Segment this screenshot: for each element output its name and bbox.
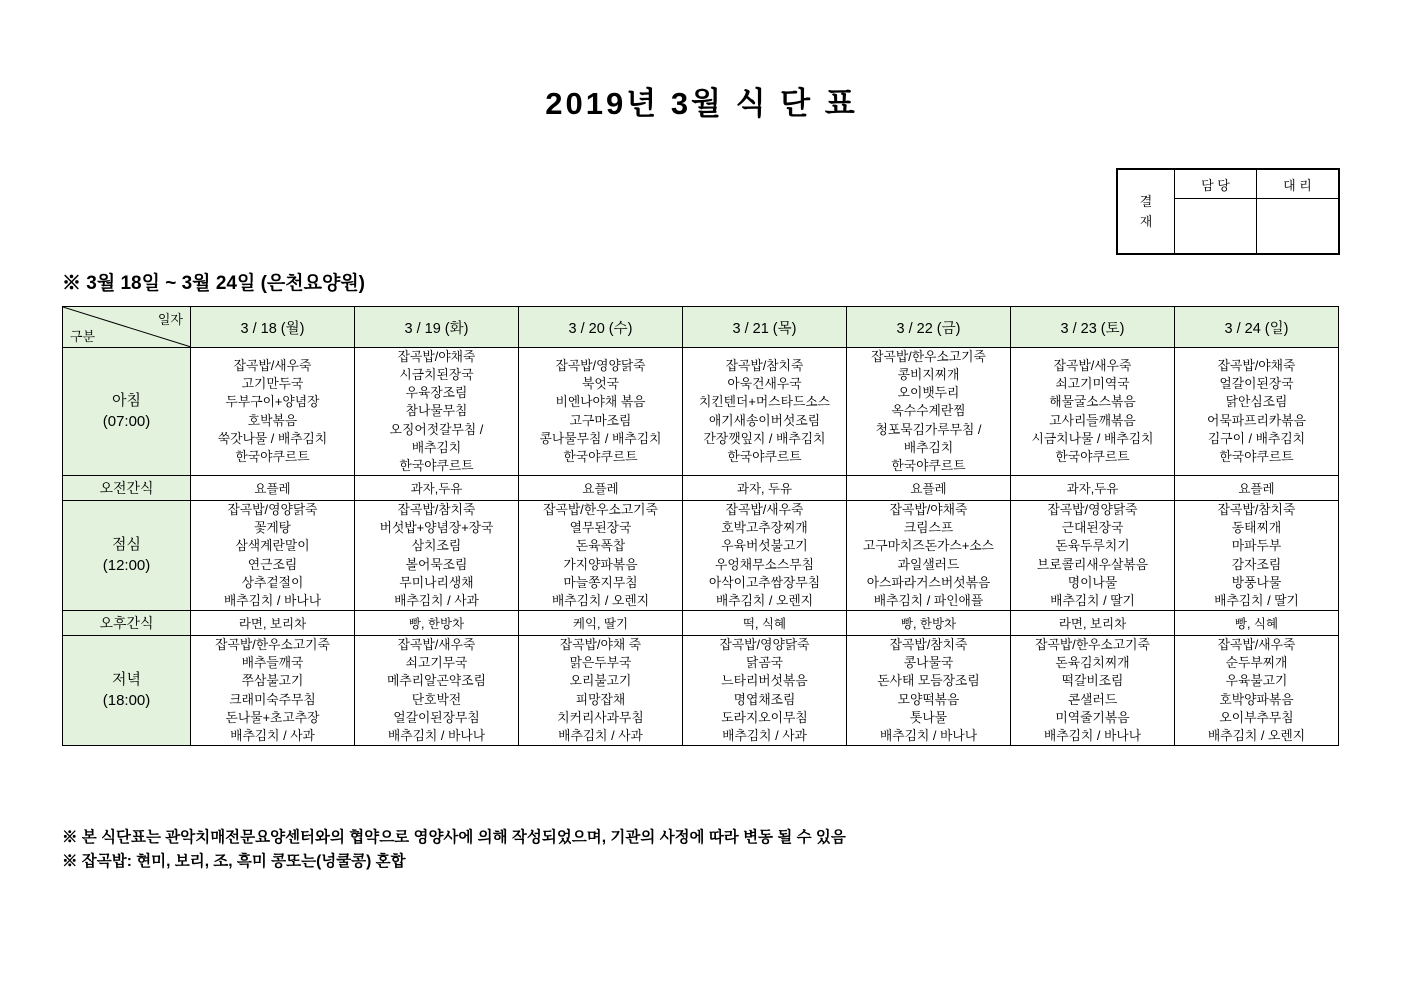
menu-line: 단호박전	[411, 691, 462, 707]
menu-line: 근대된장국	[1061, 520, 1124, 536]
row-label-main: 아침	[112, 392, 141, 410]
menu-line: 호박양파볶음	[1219, 691, 1294, 707]
meal-cell	[1011, 636, 1175, 746]
menu-line: 얼갈이된장무침	[393, 709, 480, 725]
snack-cell	[1175, 611, 1339, 636]
menu-line: 호박볶음	[247, 412, 298, 428]
menu-line: 잡곡밥/참치죽	[889, 637, 968, 653]
meal-cell	[1175, 501, 1339, 611]
menu-line: 오이부추무침	[1219, 709, 1294, 725]
menu-line: 배추김치 / 딸기	[1050, 592, 1135, 608]
menu-line: 버섯밥+양념장+장국	[379, 520, 494, 536]
day-header-7: 3 / 24 (일)	[1175, 307, 1339, 348]
menu-line: 메추리알곤약조림	[387, 673, 486, 689]
menu-line: 우육불고기	[1225, 673, 1288, 689]
menu-line: 잡곡밥/한우소고기죽	[543, 502, 658, 518]
menu-line: 배추김치 / 오렌지	[715, 592, 814, 608]
menu-line: 한국야쿠르트	[1055, 448, 1130, 464]
menu-line: 한국야쿠르트	[891, 457, 966, 473]
menu-table	[62, 306, 1339, 746]
menu-line: 쇠고기미역국	[1055, 376, 1130, 392]
menu-line: 방풍나물	[1231, 574, 1282, 590]
menu-line: 콩나물무침 / 배추김치	[539, 430, 662, 446]
menu-line: 치커리사과무침	[557, 709, 644, 725]
menu-line: 돈사태 모듬장조림	[877, 673, 980, 689]
row-label-0	[63, 348, 191, 476]
menu-line: 마파두부	[1231, 538, 1282, 554]
page-title: 2019년 3월 식 단 표	[545, 86, 858, 121]
meal-cell	[1011, 348, 1175, 476]
menu-line: 볼어묵조림	[405, 556, 468, 572]
menu-table-wrapper	[62, 306, 1338, 746]
menu-line: 시금치나물 / 배추김치	[1031, 430, 1154, 446]
menu-line: 맑은두부국	[569, 655, 632, 671]
day-header-4: 3 / 21 (목)	[683, 307, 847, 348]
menu-line: 비엔나야채 볶음	[555, 394, 646, 410]
menu-line: 느타리버섯볶음	[721, 673, 808, 689]
approval-box	[1116, 168, 1340, 255]
approval-label-line2: 재	[1139, 213, 1153, 229]
menu-line: 어묵파프리카볶음	[1207, 412, 1306, 428]
menu-line: 배추김치 / 바나나	[223, 592, 322, 608]
menu-line: 고사리들깨볶음	[1049, 412, 1136, 428]
menu-line: 우엉채무소스무침	[715, 556, 814, 572]
menu-line: 과자, 두유	[736, 482, 793, 497]
menu-line: 요플레	[582, 482, 619, 497]
menu-line: 배추김치	[411, 439, 462, 455]
menu-line: 잡곡밥/새우죽	[1053, 358, 1132, 374]
menu-line: 잡곡밥/한우소고기죽	[871, 349, 986, 364]
meal-cell	[847, 501, 1011, 611]
menu-line: 돈나물+초고추장	[225, 709, 320, 725]
menu-line: 상추겉절이	[241, 574, 304, 590]
snack-cell	[355, 611, 519, 636]
menu-line: 해물굴소스볶음	[1049, 394, 1136, 410]
row-label-main: 오전간식	[99, 479, 154, 496]
menu-line: 간장깻잎지 / 배추김치	[703, 430, 826, 446]
menu-line: 오징어젓갈무침 /	[389, 421, 484, 437]
menu-line: 쑥갓나물 / 배추김치	[217, 430, 328, 446]
approval-col-manager: 담 당	[1175, 170, 1257, 199]
menu-line: 잡곡밥/야채죽	[397, 349, 476, 364]
period-subtitle: ※ 3월 18일 ~ 3월 24일 (은천요양원)	[62, 273, 366, 294]
row-label-2	[63, 501, 191, 611]
approval-table	[1117, 169, 1339, 254]
menu-line: 잡곡밥/참치죽	[1217, 502, 1296, 518]
approval-sign-manager[interactable]	[1175, 199, 1257, 254]
menu-line: 돈육두루치기	[1055, 538, 1130, 554]
snack-cell	[683, 611, 847, 636]
menu-line: 요플레	[254, 482, 291, 497]
menu-line: 오이뱃두리	[897, 385, 960, 401]
menu-line: 호박고추장찌개	[721, 520, 808, 536]
menu-line: 돈육폭찹	[575, 538, 626, 554]
menu-line: 빵, 한방차	[900, 617, 957, 632]
menu-line: 잡곡밥/영양닭죽	[555, 358, 646, 374]
menu-line: 빵, 한방차	[408, 617, 465, 632]
menu-line: 잡곡밥/야채 죽	[559, 637, 642, 653]
menu-line: 잡곡밥/새우죽	[725, 502, 804, 518]
snack-cell	[191, 611, 355, 636]
menu-line: 우육장조림	[405, 385, 468, 401]
snack-cell	[519, 611, 683, 636]
row-label-main: 저녁	[112, 671, 141, 689]
menu-line: 두부구이+양념장	[225, 394, 320, 410]
approval-label-line1: 결	[1139, 194, 1153, 209]
table-row	[63, 636, 1339, 746]
menu-line: 옥수수계란찜	[891, 403, 966, 419]
meal-cell	[847, 636, 1011, 746]
menu-line: 순두부찌개	[1225, 655, 1288, 671]
row-label-1	[63, 476, 191, 501]
meal-cell	[191, 636, 355, 746]
menu-line: 배추김치 / 사과	[394, 592, 479, 608]
menu-line: 배추김치 / 사과	[230, 727, 315, 743]
footnotes	[62, 826, 846, 874]
table-header-row	[63, 307, 1339, 348]
meal-cell	[355, 636, 519, 746]
row-label-main: 오후간식	[99, 614, 154, 631]
menu-line: 닭안심조림	[1225, 394, 1288, 410]
menu-line: 케익, 딸기	[572, 617, 629, 632]
menu-line: 가지양파볶음	[563, 556, 638, 572]
row-label-time: (18:00)	[102, 691, 151, 709]
menu-line: 얼갈이된장국	[1219, 376, 1294, 392]
menu-line: 북엇국	[581, 376, 620, 392]
corner-label-date: 일자	[157, 312, 183, 327]
menu-line: 아스파라거스버섯볶음	[866, 574, 991, 590]
menu-line: 잡곡밥/야채죽	[889, 502, 968, 518]
meal-cell	[1011, 501, 1175, 611]
menu-line: 잡곡밥/참치죽	[397, 502, 476, 518]
meal-cell	[1175, 348, 1339, 476]
menu-line: 요플레	[910, 482, 947, 497]
menu-line: 떡, 식혜	[742, 617, 787, 632]
menu-line: 배추김치 / 바나나	[1043, 727, 1142, 743]
row-label-4	[63, 636, 191, 746]
menu-line: 고구마조림	[569, 412, 632, 428]
menu-line: 라면, 보리차	[1058, 617, 1127, 632]
day-header-1: 3 / 18 (월)	[191, 307, 355, 348]
menu-line: 톳나물	[909, 709, 948, 725]
menu-line: 잡곡밥/참치죽	[725, 358, 804, 374]
menu-line: 마늘쫑지무침	[563, 574, 638, 590]
menu-line: 고구마치즈돈가스+소스	[862, 538, 995, 554]
menu-line: 배추김치 / 바나나	[387, 727, 486, 743]
snack-cell	[847, 611, 1011, 636]
menu-line: 배추김치 / 오렌지	[1207, 727, 1306, 743]
corner-label-category: 구분	[70, 329, 96, 344]
row-label-time: (12:00)	[102, 556, 151, 574]
snack-cell	[847, 476, 1011, 501]
day-header-5: 3 / 22 (금)	[847, 307, 1011, 348]
menu-line: 콩비지찌개	[897, 367, 960, 383]
menu-line: 콩나물국	[903, 655, 954, 671]
menu-line: 돈육김치찌개	[1055, 655, 1130, 671]
menu-line: 배추김치 / 오렌지	[551, 592, 650, 608]
meal-cell	[191, 348, 355, 476]
menu-line: 치킨텐더+머스타드소스	[698, 394, 831, 410]
menu-line: 삼색계란말이	[235, 538, 310, 554]
menu-line: 미역줄기볶음	[1055, 709, 1130, 725]
table-row	[63, 348, 1339, 476]
menu-line: 배추김치 / 바나나	[879, 727, 978, 743]
menu-line: 열무된장국	[569, 520, 632, 536]
menu-line: 쭈삼불고기	[241, 673, 304, 689]
menu-line: 배추김치 / 딸기	[1214, 592, 1299, 608]
menu-line: 연근조림	[247, 556, 298, 572]
menu-line: 오리불고기	[569, 673, 632, 689]
menu-line: 라면, 보리차	[238, 617, 307, 632]
menu-line: 아삭이고추쌈장무침	[708, 574, 821, 590]
menu-line: 배추김치 / 사과	[722, 727, 807, 743]
menu-line: 한국야쿠르트	[235, 448, 310, 464]
approval-label	[1118, 170, 1175, 254]
menu-line: 한국야쿠르트	[727, 448, 802, 464]
day-header-6: 3 / 23 (토)	[1011, 307, 1175, 348]
meal-cell	[683, 348, 847, 476]
meal-cell	[519, 348, 683, 476]
menu-line: 청포묵김가루무침 /	[875, 421, 982, 437]
menu-line: 참나물무침	[405, 403, 468, 419]
table-row	[63, 476, 1339, 501]
menu-line: 잡곡밥/새우죽	[1217, 637, 1296, 653]
menu-line: 떡갈비조림	[1061, 673, 1124, 689]
menu-line: 잡곡밥/야채죽	[1217, 358, 1296, 374]
menu-line: 모양떡볶음	[897, 691, 960, 707]
menu-line: 과일샐러드	[897, 556, 960, 572]
menu-line: 고기만두국	[241, 376, 304, 392]
menu-line: 잡곡밥/영양닭죽	[1047, 502, 1138, 518]
snack-cell	[355, 476, 519, 501]
menu-line: 배추김치	[903, 439, 954, 455]
menu-line: 명엽채조림	[733, 691, 796, 707]
meal-cell	[1175, 636, 1339, 746]
snack-cell	[519, 476, 683, 501]
menu-line: 무미나리생채	[399, 574, 474, 590]
menu-line: 아욱건새우국	[727, 376, 802, 392]
menu-line: 한국야쿠르트	[399, 457, 474, 473]
menu-line: 삼치조림	[411, 538, 462, 554]
snack-cell	[191, 476, 355, 501]
menu-line: 콘샐러드	[1067, 691, 1118, 707]
menu-line: 꽃게탕	[253, 520, 292, 536]
row-label-main: 점심	[112, 536, 141, 554]
menu-line: 요플레	[1238, 482, 1275, 497]
table-row	[63, 501, 1339, 611]
footnote-2: ※ 잡곡밥: 현미, 보리, 조, 흑미 콩또는(넝쿨콩) 혼합	[62, 853, 406, 871]
menu-line: 잡곡밥/한우소고기죽	[1035, 637, 1150, 653]
table-row	[63, 611, 1339, 636]
menu-line: 잡곡밥/영양닭죽	[227, 502, 318, 518]
menu-line: 시금치된장국	[399, 367, 474, 383]
menu-line: 도라지오이무침	[721, 709, 808, 725]
menu-table-body	[63, 348, 1339, 746]
row-label-time: (07:00)	[102, 412, 151, 430]
meal-cell	[519, 636, 683, 746]
menu-line: 빵, 식혜	[1234, 617, 1279, 632]
day-header-3: 3 / 20 (수)	[519, 307, 683, 348]
menu-line: 명이나물	[1067, 574, 1118, 590]
meal-cell	[683, 501, 847, 611]
row-label-3	[63, 611, 191, 636]
menu-line: 크래미숙주무침	[229, 691, 316, 707]
menu-line: 크림스프	[903, 520, 954, 536]
day-header-2: 3 / 19 (화)	[355, 307, 519, 348]
menu-line: 배추김치 / 사과	[558, 727, 643, 743]
menu-line: 잡곡밥/새우죽	[233, 358, 312, 374]
meal-cell	[355, 348, 519, 476]
meal-cell	[519, 501, 683, 611]
menu-line: 우육버섯불고기	[721, 538, 808, 554]
menu-line: 닭곰국	[745, 655, 784, 671]
menu-line: 김구이 / 배추김치	[1207, 430, 1306, 446]
approval-col-deputy: 대 리	[1257, 170, 1339, 199]
meal-cell	[683, 636, 847, 746]
menu-line: 애기새송이버섯조림	[708, 412, 821, 428]
footnote-1: ※ 본 식단표는 관악치매전문요양센터와의 협약으로 영양사에 의해 작성되었으며, 기관의 사정에 따라 변동 될 수 있음	[62, 829, 846, 846]
menu-line: 브로콜리새우살볶음	[1036, 556, 1149, 572]
approval-sign-deputy[interactable]	[1257, 199, 1339, 254]
meal-cell	[191, 501, 355, 611]
menu-line: 잡곡밥/영양닭죽	[719, 637, 810, 653]
menu-line: 한국야쿠르트	[563, 448, 638, 464]
menu-line: 동태찌개	[1231, 520, 1282, 536]
menu-line: 감자조림	[1231, 556, 1282, 572]
menu-line: 과자,두유	[410, 482, 463, 497]
menu-line: 잡곡밥/한우소고기죽	[215, 637, 330, 653]
menu-line: 과자,두유	[1066, 482, 1119, 497]
menu-line: 배추김치 / 파인애플	[873, 592, 984, 608]
snack-cell	[683, 476, 847, 501]
menu-line: 한국야쿠르트	[1219, 448, 1294, 464]
snack-cell	[1011, 476, 1175, 501]
snack-cell	[1011, 611, 1175, 636]
meal-cell	[355, 501, 519, 611]
menu-line: 피망잡채	[575, 691, 626, 707]
meal-cell	[847, 348, 1011, 476]
menu-line: 배추들깨국	[241, 655, 304, 671]
snack-cell	[1175, 476, 1339, 501]
menu-line: 쇠고기무국	[405, 655, 468, 671]
menu-line: 잡곡밥/새우죽	[397, 637, 476, 653]
table-corner-header	[63, 307, 191, 348]
